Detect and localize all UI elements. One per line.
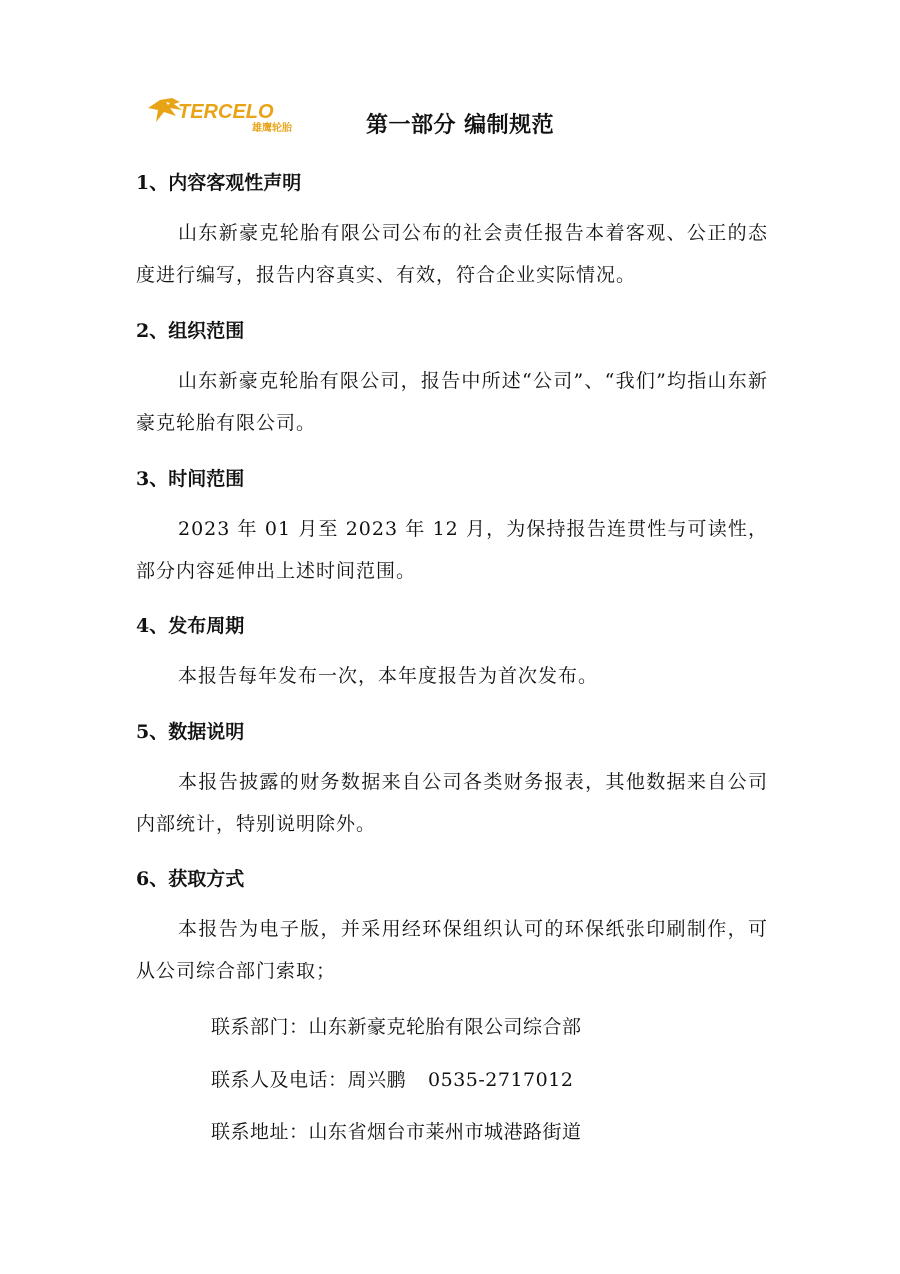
contact-person [211,1065,573,1092]
section-heading: 1、内容客观性声明 [136,172,302,194]
terceло-logo [146,94,296,136]
eagle-logo-icon [146,94,296,136]
contact-phone: 0535-2717012 [428,1069,574,1091]
section-body: 本报告披露的财务数据来自公司各类财务报表，其他数据来自公司内部统计，特别说明除外。 [136,771,768,835]
section-body: 山东新豪克轮胎有限公司，报告中所述“公司”、“我们”均指山东新豪克轮胎有限公司。 [136,370,768,434]
section-heading: 5、数据说明 [136,721,245,743]
section-heading: 3、时间范围 [136,468,245,490]
section-body: 本报告为电子版，并采用经环保组织认可的环保纸张印刷制作，可从公司综合部门索取； [136,918,768,982]
page-title: 第一部分 编制规范 [366,112,555,138]
section-heading: 6、获取方式 [136,868,245,890]
svg-text:雄鹰轮胎: 雄鹰轮胎 [252,123,292,134]
section-body: 山东新豪克轮胎有限公司公布的社会责任报告本着客观、公正的态度进行编写，报告内容真实、有效，符合企业实际情况。 [136,222,768,286]
contact-department: 联系部门：山东新豪克轮胎有限公司综合部 [211,1016,582,1038]
contact-address: 联系地址：山东省烟台市莱州市城港路街道 [211,1121,582,1143]
contact-person-label: 联系人及电话：周兴鹏 [211,1069,407,1091]
section-body: 本报告每年发布一次，本年度报告为首次发布。 [178,665,599,687]
section-heading: 4、发布周期 [136,615,245,637]
section-body: 2023 年 01 月至 2023 年 12 月，为保持报告连贯性与可读性，部分内容延伸出上述时间范围。 [136,518,768,582]
section-heading: 2、组织范围 [136,320,245,342]
svg-text:TERCELO: TERCELO [178,101,274,123]
